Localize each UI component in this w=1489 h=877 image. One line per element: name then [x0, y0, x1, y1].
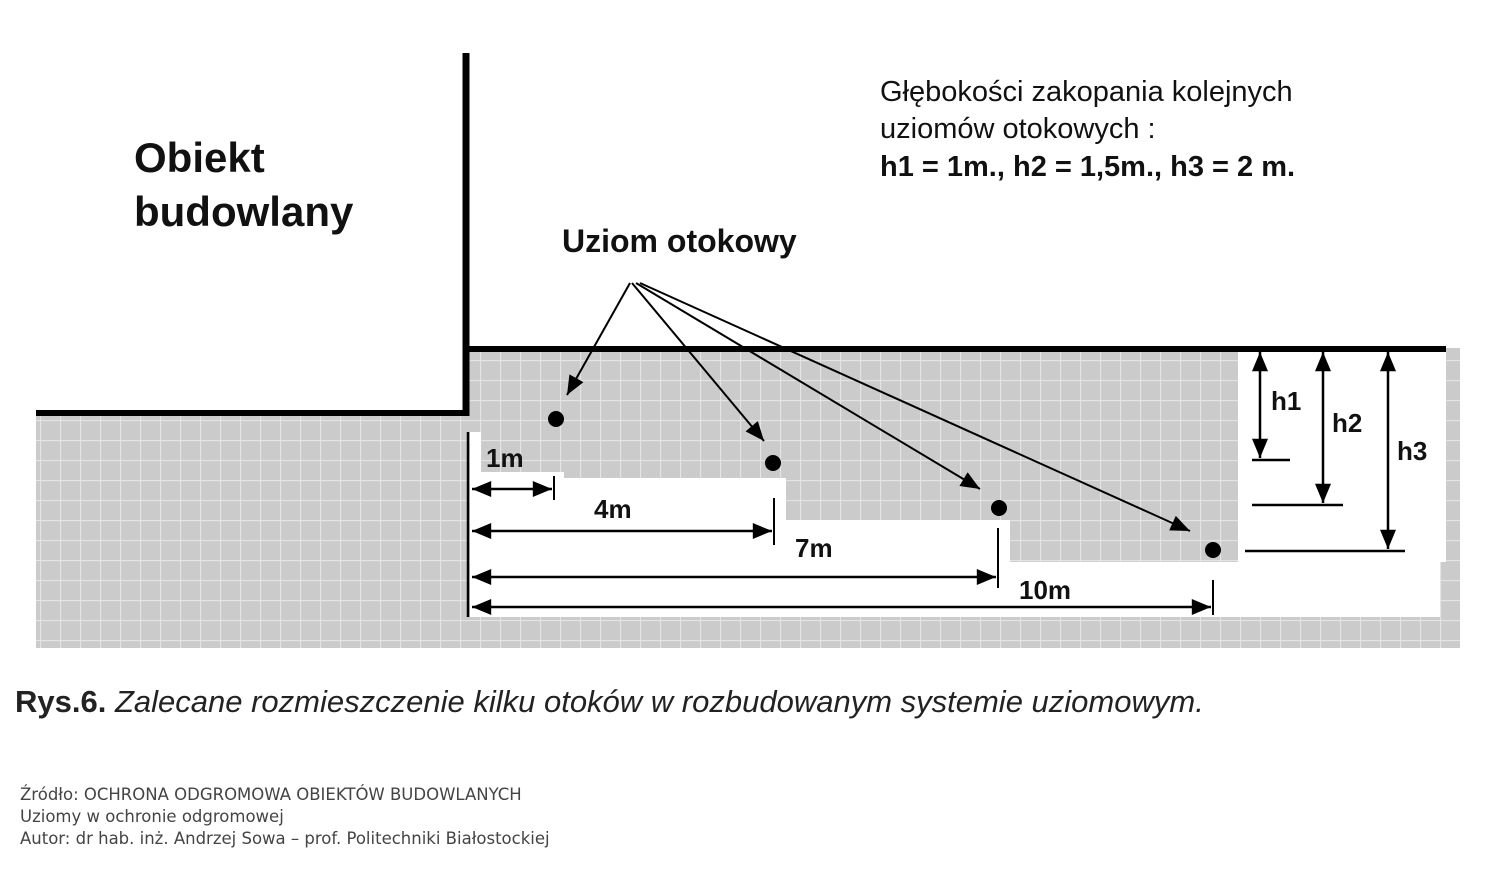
source-line-1: Źródło: OCHRONA ODGROMOWA OBIEKTÓW BUDOWLANYCH [20, 785, 522, 804]
soil [36, 348, 1460, 648]
depth-label-h2: h2 [1332, 408, 1363, 438]
distance-label-4m: 4m [594, 494, 632, 524]
electrode-3 [991, 500, 1007, 516]
depth-label-h1: h1 [1271, 386, 1302, 416]
depth-info-line1: Głębokości zakopania kolejnych [880, 76, 1293, 108]
source-line-2: Uziomy w ochronie odgromowej [20, 807, 284, 826]
distance-label-1m: 1m [486, 443, 524, 473]
depth-label-h3: h3 [1397, 436, 1428, 466]
distance-label-10m: 10m [1019, 575, 1072, 605]
depth-info-values: h1 = 1m., h2 = 1,5m., h3 = 2 m. [880, 151, 1296, 183]
electrode-2 [765, 455, 781, 471]
building-label-line1: Obiekt [134, 134, 265, 181]
distance-label-7m: 7m [795, 533, 833, 563]
figure-caption-text: Zalecane rozmieszczenie kilku otoków w rozbudowanym systemie uziomowym. [106, 684, 1204, 719]
electrode-pointer-label: Uziom otokowy [562, 223, 797, 259]
source-note [20, 784, 550, 850]
electrode-4 [1205, 542, 1221, 558]
electrode-1 [548, 411, 564, 427]
source-line-3: Autor: dr hab. inż. Andrzej Sowa – prof. Politechniki Białostockiej [20, 829, 550, 848]
figure-caption [15, 684, 1204, 720]
figure-number: Rys.6. [15, 684, 107, 719]
depth-info-line2: uziomów otokowych : [880, 113, 1156, 145]
building-label-line2: budowlany [134, 188, 354, 235]
